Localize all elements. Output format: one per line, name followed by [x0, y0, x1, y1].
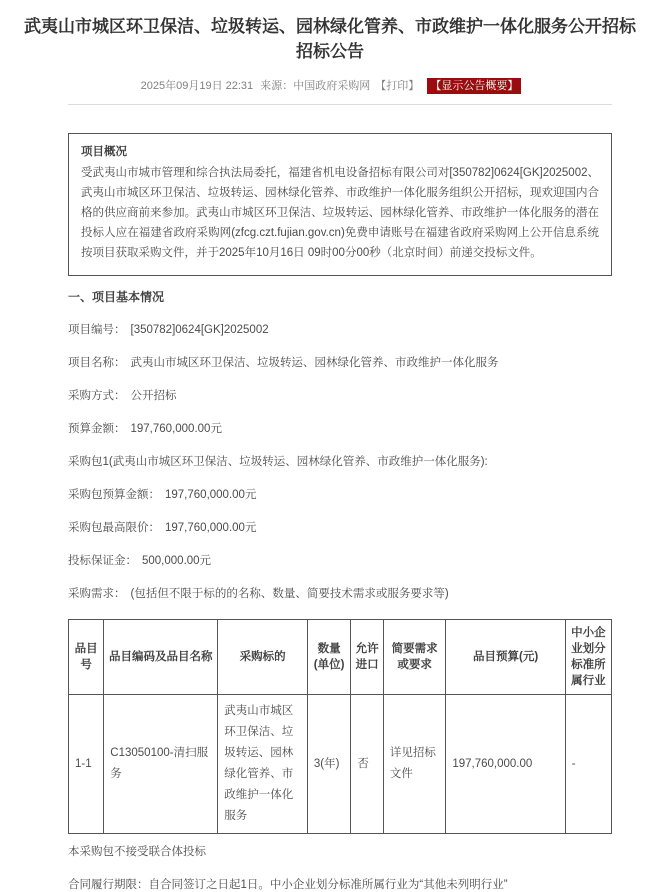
- page-title-line2: 招标公告: [296, 42, 364, 61]
- table-row: [69, 695, 612, 834]
- overview-body: 受武夷山市城市管理和综合执法局委托，福建省机电设备招标有限公司对[350782]0624[GK]2025002、武夷山市城区环卫保洁、垃圾转运、园林绿化管养、市政维护一体化服务组织公开招标，现欢迎国内合格的供应商前来参加。武夷山市城区环卫保洁、垃圾转运、园林绿化管养、市政维护一体化服务的潜在投标人应在福建省政府采购网(zfcg.czt.fujian.gov.cn)免费申请账号在福建省政府采购网上公开信息系统按项目获取采购文件，并于2025年10月16日 09时00分00秒（北京时间）前递交投标文件。: [81, 167, 599, 259]
- section-basic-info-heading: 一、项目基本情况: [68, 290, 165, 304]
- field-label: 投标保证金：: [68, 555, 137, 567]
- cell-brief-requirements: 详见招标文件: [383, 695, 445, 834]
- field-label: 项目名称：: [68, 357, 126, 369]
- contract-period-line: [68, 879, 612, 892]
- col-header-item-code-name: 品目编码及品目名称: [104, 620, 218, 695]
- field-value: 197,760,000.00元: [165, 522, 257, 534]
- page-title: [16, 14, 644, 64]
- field-package-1: [68, 456, 612, 469]
- overview-box: [68, 133, 612, 276]
- note-no-consortium: 本采购包不接受联合体投标: [68, 846, 206, 858]
- field-label: 项目编号：: [68, 324, 126, 336]
- procurement-demand-table: [68, 619, 612, 834]
- contract-period-value: 自合同签订之日起1日。中小企业划分标准所属行业为“其他未列明行业”: [148, 879, 508, 891]
- col-header-procurement-target: 采购标的: [218, 620, 308, 695]
- col-header-sme-industry: 中小企业划分标准所属行业: [565, 620, 611, 695]
- cell-item-budget: 197,760,000.00: [446, 695, 565, 834]
- cell-procurement-target: 武夷山市城区环卫保洁、垃圾转运、园林绿化管养、市政维护一体化服务: [218, 695, 308, 834]
- cell-sme-industry: -: [565, 695, 611, 834]
- field-value: 500,000.00元: [142, 555, 212, 567]
- cell-item-code-name: C13050100-清扫服务: [104, 695, 218, 834]
- field-value: 197,760,000.00元: [165, 489, 257, 501]
- divider: [68, 104, 612, 105]
- field-value: 公开招标: [130, 390, 177, 402]
- overview-heading: 项目概况: [81, 146, 127, 158]
- cell-item-no: 1-1: [69, 695, 104, 834]
- field-label: 采购包1(武夷山市城区环卫保洁、垃圾转运、园林绿化管养、市政维护一体化服务):: [68, 456, 488, 468]
- show-summary-badge[interactable]: 【显示公告概要】: [427, 78, 521, 94]
- field-label: 预算金额：: [68, 423, 126, 435]
- field-value: (包括但不限于标的的名称、数量、简要技术需求或服务要求等): [130, 588, 449, 600]
- col-header-item-budget: 品目预算(元): [446, 620, 565, 695]
- field-procurement-demand: [68, 588, 612, 601]
- field-bid-deposit: [68, 555, 612, 568]
- col-header-quantity-unit: 数量(单位): [307, 620, 350, 695]
- field-budget-amount: [68, 423, 612, 436]
- cell-import-allowed: 否: [351, 695, 384, 834]
- field-label: 采购包预算金额：: [68, 489, 160, 501]
- field-project-number: [68, 324, 612, 337]
- source-label: 来源：中国政府采购网: [260, 80, 371, 92]
- table-header-row: [69, 620, 612, 695]
- field-value: 197,760,000.00元: [130, 423, 222, 435]
- contract-period-label: 合同履行期限：: [68, 879, 149, 891]
- col-header-import-allowed: 允许进口: [351, 620, 384, 695]
- print-button[interactable]: 【打印】: [375, 80, 420, 92]
- publish-datetime: 2025年09月19日 22:31: [140, 80, 254, 92]
- field-project-name: [68, 357, 612, 370]
- meta-line: [0, 78, 660, 94]
- field-procurement-method: [68, 390, 612, 403]
- field-package-budget: [68, 489, 612, 502]
- main-content: [68, 104, 612, 892]
- col-header-item-no: 品目号: [69, 620, 104, 695]
- page-title-line1: 武夷山市城区环卫保洁、垃圾转运、园林绿化管养、市政维护一体化服务公开招标: [24, 17, 636, 36]
- field-value: [350782]0624[GK]2025002: [130, 324, 269, 336]
- field-value: 武夷山市城区环卫保洁、垃圾转运、园林绿化管养、市政维护一体化服务: [130, 357, 499, 369]
- field-label: 采购包最高限价：: [68, 522, 160, 534]
- field-label: 采购方式：: [68, 390, 126, 402]
- col-header-brief-requirements: 简要需求或要求: [383, 620, 445, 695]
- field-label: 采购需求：: [68, 588, 126, 600]
- field-package-max-price: [68, 522, 612, 535]
- cell-quantity-unit: 3(年): [307, 695, 350, 834]
